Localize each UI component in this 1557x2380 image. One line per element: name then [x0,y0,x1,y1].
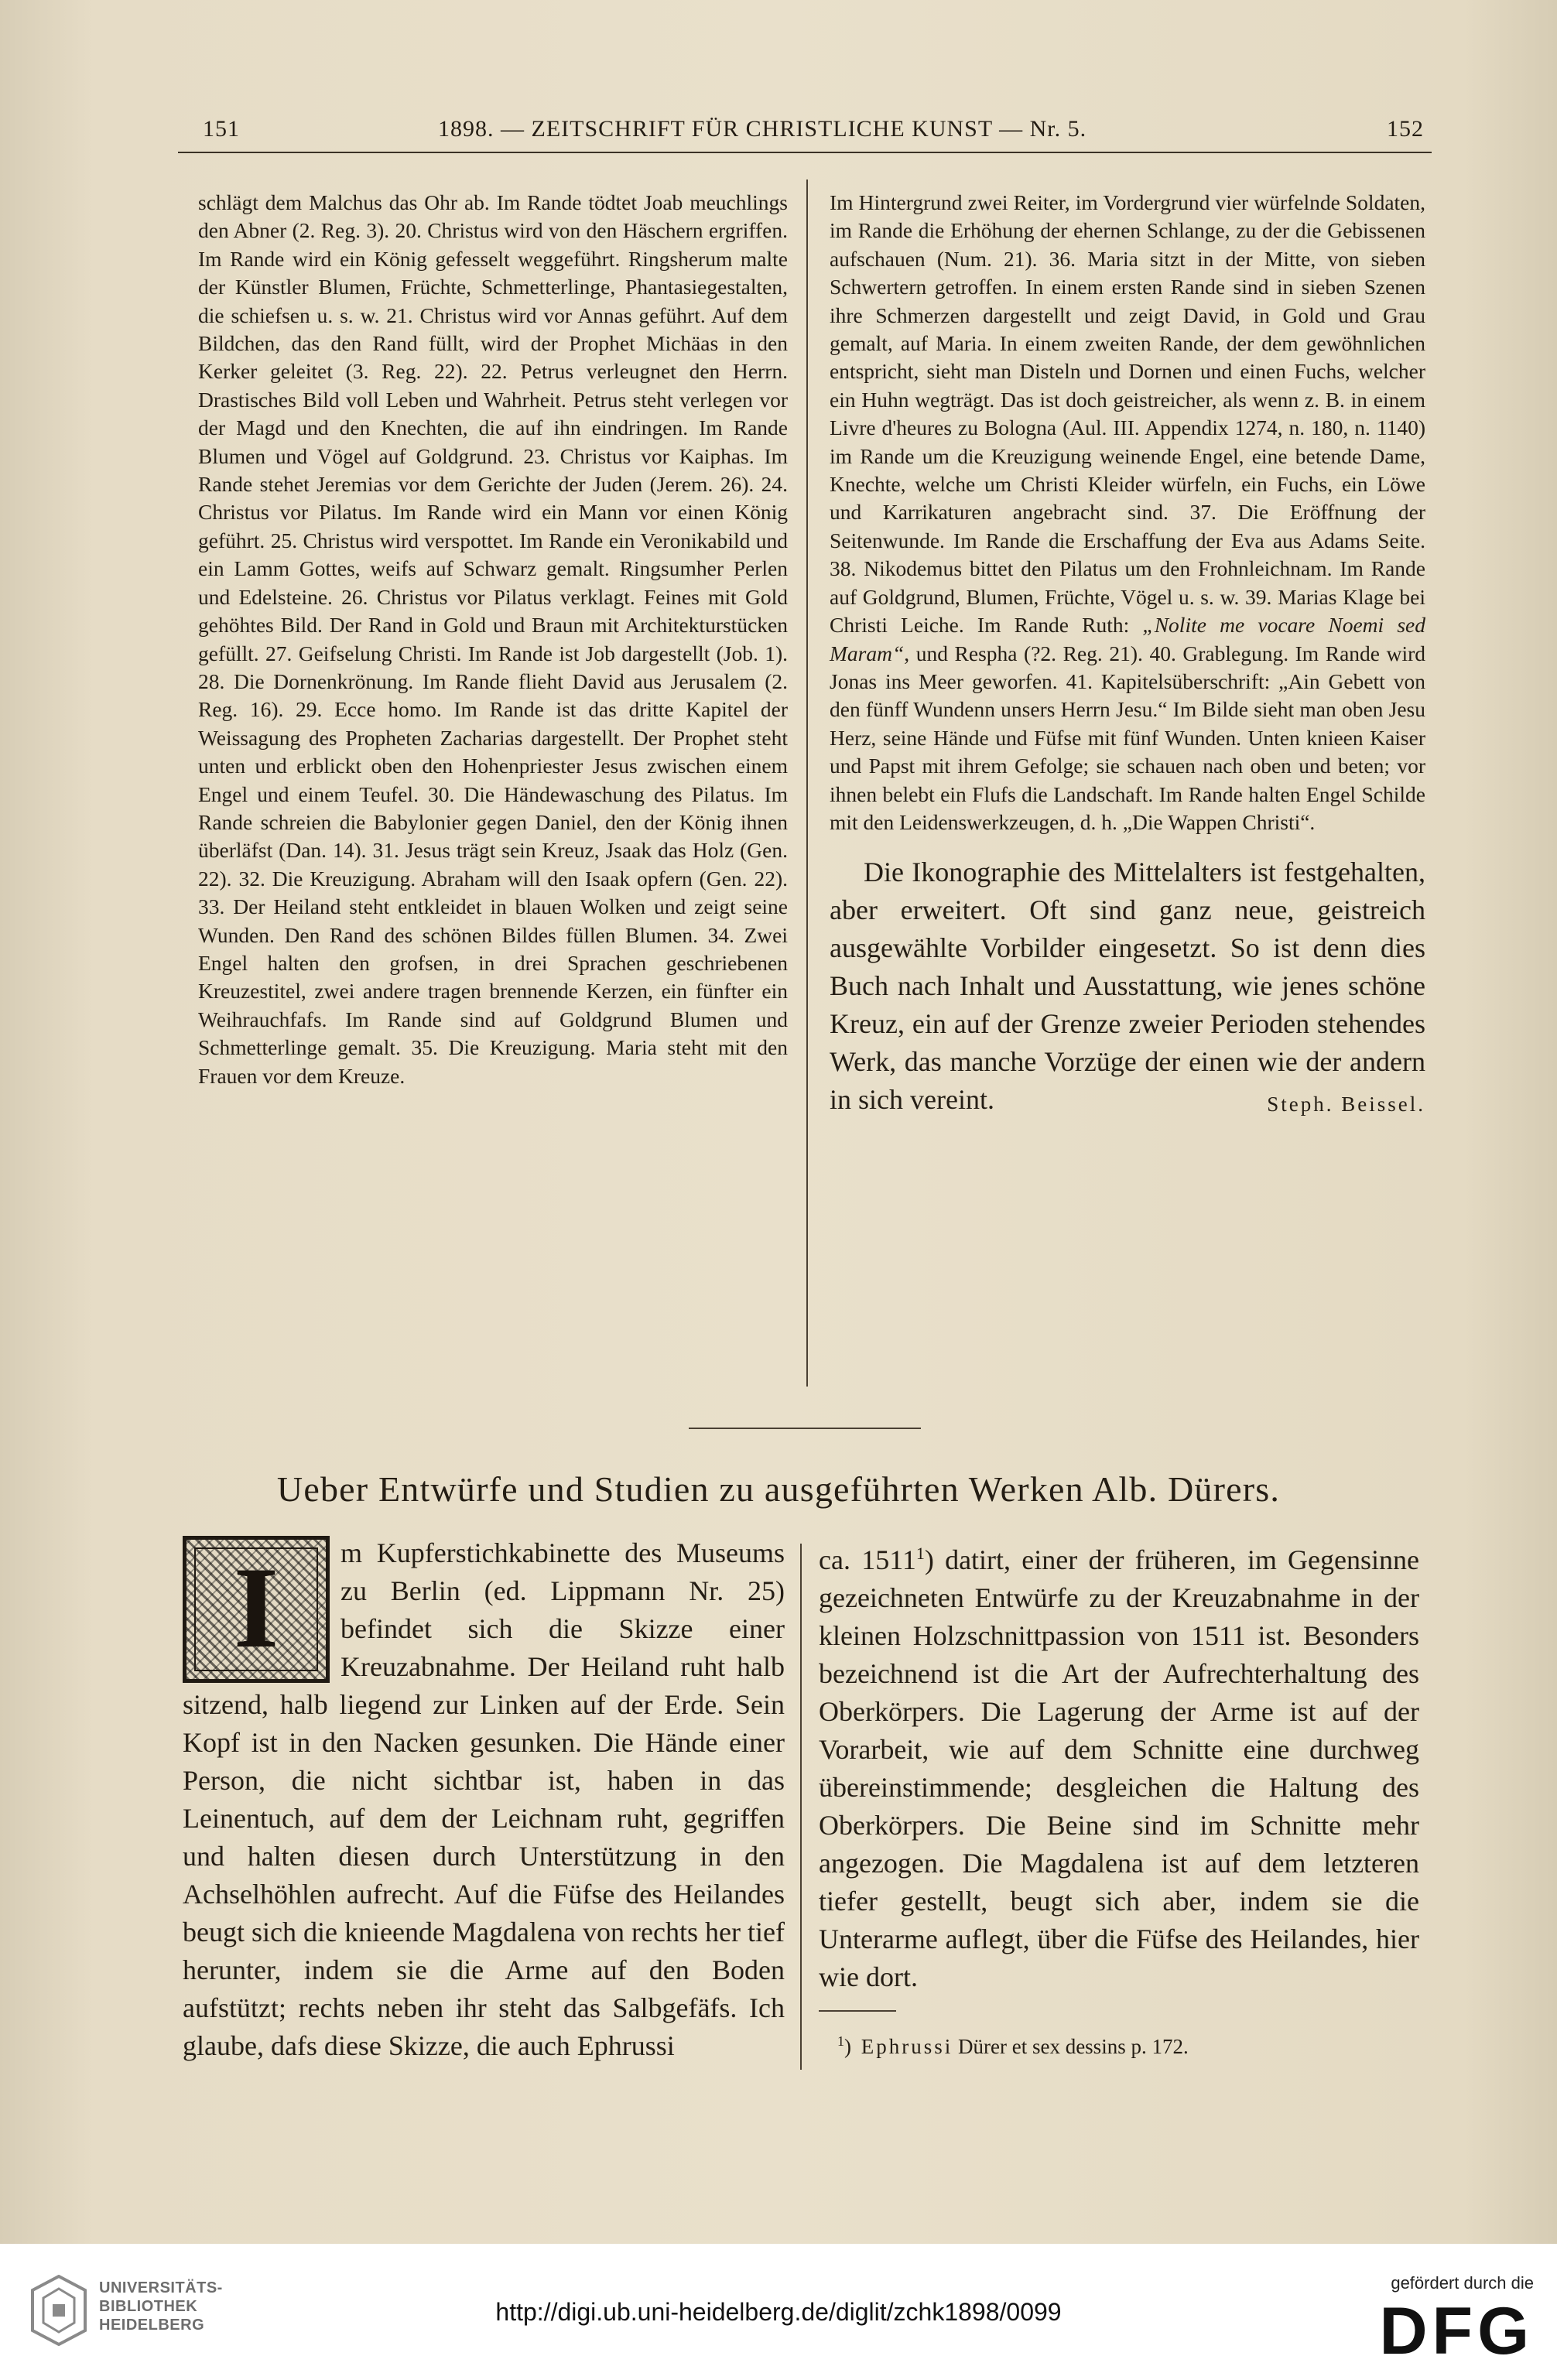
institution-line-1: UNIVERSITÄTS- [99,2279,223,2296]
upper-left-column [198,189,788,1090]
institution-line-3: HEIDELBERG [99,2317,205,2334]
article-left-text: m Kupferstichkabinette des Museums zu Berlin (ed. Lippmann Nr. 25) befindet sich die Skizze einer Kreuzabnahme. Der Heiland ruht halb sitzend, halb liegend zur Linken auf der Erde. Sein Kopf ist in den Nacken gesunken. Die Hände einer Person, die nicht sichtbar ist, haben in das Leinentuch, auf dem der Leichnam ruht, gegriffen und halten diesen durch Unterstützung in den Achselhöhlen aufrecht. Auf die Füfse des Heilandes beugt sich die knieende Magdalena von rechts her tief herunter, indem sie die Arme auf den Boden aufstützt; rechts neben ihr steht das Salbgefäfs. Ich glaube, dafs diese Skizze, die auch Ephrussi [183,1537,785,2061]
article-right-column [819,1534,1419,1996]
column-divider-upper [806,180,808,1387]
upper-right-text-a: Im Hintergrund zwei Reiter, im Vordergrund vier würfelnde Soldaten, im Rande die Erhöhung der ehernen Schlange, zu der die Gebissenen aufschauen (Num. 21). 36. Maria sitzt in der Mitte, von sieben Schwertern getroffen. In einem ersten Rande sind in sieben Szenen ihre Schmerzen dargestellt und zeigt David, in Gold und Grau gemalt, auf Maria. In einem zweiten Rande, der dem gewöhnlichen entspricht, sieht man Disteln und Dornen und einen Fuchs, welcher ein Huhn wegträgt. Das ist doch geistreicher, als wenn z. B. in einem Livre d'heures zu Bologna (Aul. III. Appendix 1274, n. 180, n. 1140) im Rande um die Kreuzigung weinende Engel, eine betende Dame, Knechte, welche um Christi Kleider würfeln, ein Fuchs, ein Löwe und Karrikaturen angebracht sind. 37. Die Eröffnung der Seitenwunde. Im Rande die Erschaffung der Eva aus Adams Seite. 38. Nikodemus bittet den Pilatus um den Frohnleichnam. Im Rande auf Goldgrund, Blumen, Früchte, Vögel u. s. w. 39. Marias Klage bei Christi Leiche. Im Rande Ruth: [830,190,1425,638]
article-title: Ueber Entwürfe und Studien zu ausgeführten Werken Alb. Dürers. [276,1469,1281,1509]
column-divider-lower [800,1544,802,2070]
article-right-text [819,1534,1419,1996]
closing-paragraph [830,853,1425,1119]
upper-right-text [830,189,1425,836]
page-number-right: 152 [1387,116,1424,142]
institution-line-2: BIBLIOTHEK [99,2298,198,2315]
page-number-left: 151 [203,116,240,142]
upper-right-column [830,189,1425,1123]
header-rule [178,152,1432,153]
article-left-column [183,1534,785,2065]
footnote-mark: 1 [837,2033,844,2049]
footnote-rule [819,2010,896,2012]
footnote [837,2027,1425,2060]
initial-spacer [183,1534,340,1686]
section-separator [689,1428,921,1429]
initial-letter: I [233,1544,279,1672]
source-url-link[interactable]: http://digi.ub.uni-heidelberg.de/diglit/zchk1898/0099 [495,2298,1062,2326]
upper-left-text: schlägt dem Malchus das Ohr ab. Im Rande tödtet Joab meuchlings den Abner (2. Reg. 3). 20. Christus wird von den Häschern ergriffen. Im Rande wird ein König gefesselt weggeführt. Ringsherum malte der Künstler Blumen, Früchte, Schmetterlinge, Phantasiegestalten, die schiefsen u. s. w. 21. Christus wird vor Annas geführt. Auf dem Bildchen, das den Rand füllt, wird der Prophet Michäas in den Kerker geleitet (3. Reg. 22). 22. Petrus verleugnet den Herrn. Drastisches Bild voll Leben und Wahrheit. Petrus steht verlegen vor der Magd und den Knechten, die auf ihn eindringen. Im Rande Blumen und Vögel auf Goldgrund. 23. Christus vor Kaiphas. Im Rande stehet Jeremias vor dem Gerichte der Juden (Jerem. 26). 24. Christus vor Pilatus. Im Rande wird ein Mann vor einen König geführt. 25. Christus wird verspottet. Im Rande ein Veronikabild und ein Lamm Gottes, weifs auf Schwarz gemalt. Ringsumher Perlen und Edelsteine. 26. Christus vor Pilatus verklagt. Feines mit Gold gehöhtes Bild. Der Rand in Gold und Braun mit Architekturstücken gefüllt. 27. Geifselung Christi. Im Rande ist Job dargestellt (Job. 1). 28. Die Dornenkrönung. Im Rande flieht David aus Jerusalem (2. Reg. 16). 29. Ecce homo. Im Rande ist das dritte Kapitel der Weissagung des Propheten Zacharias dargestellt. Der Prophet steht unten und erblickt oben den Hohenpriester Jesus zwischen einem Engel und einem Teufel. 30. Die Händewaschung des Pilatus. Im Rande schreien die Babylonier gegen Daniel, den der König ihnen überläfst (Dan. 14). 31. Jesus trägt sein Kreuz, Jsaak das Holz (Gen. 22). 32. Die Kreuzigung. Abraham will den Isaak opfern (Gen. 22). 33. Der Heiland steht entkleidet in blauen Wolken und zeigt seine Wunden. Den Rand des schönen Bildes füllen Blumen. 34. Zwei Engel halten den grofsen, in drei Sprachen geschriebenen Kreuzestitel, zwei andere tragen brennende Kerzen, ein fünfter ein Weihrauchfafs. Im Rande sind auf Goldgrund Blumen und Schmetterlinge gemalt. 35. Die Kreuzigung. Maria steht mit den Frauen vor dem Kreuze. [198,190,788,1088]
dfg-logo: DFG [1379,2294,1534,2368]
closing-text: Die Ikonographie des Mittelalters ist festgehalten, aber erweitert. Oft sind ganz neue, geistreich ausgewählte Vorbilder eingesetzt. So ist denn dies Buch nach Inhalt und Ausstattung, wie jenes schöne Kreuz, ein auf der Grenze zweier Perioden stehendes Werk, das manche Vorzüge der einen wie der andern in sich vereint. [830,857,1425,1116]
upper-right-text-b: , und Respha (?2. Reg. 21). 40. Grablegung. Im Rande wird Jonas ins Meer geworfen. 41. Kapitelsüberschrift: „Ain Gebett von den fünff Wundenn unsers Herrn Jesu.“ Im Bilde sieht man oben Jesu Herz, seine Hände und Füfse mit fünf Wunden. Unten knieen Kaiser und Papst mit ihrem Gefolge; sie schauen nach oben und beten; vor ihnen belebt ein Flufs die Landschaft. Im Rande halten Engel Schilde mit den Leidenswerkzeugen, d. h. „Die Wappen Christi“. [830,641,1425,834]
footnote-text: Dürer et sex dessins p. 172. [953,2035,1189,2058]
footnote-author: ) Ephrussi [844,2035,953,2058]
journal-title: 1898. — ZEITSCHRIFT FÜR CHRISTLICHE KUNST — Nr. 5. [438,116,1087,142]
article-right-text-a: ca. 1511 [819,1544,916,1575]
ruth-quote: „Nolite me vocare Noemi sed Maram“ [830,613,1425,665]
running-header [0,116,1557,155]
funded-by-label: gefördert durch die [1391,2273,1534,2293]
signature: Steph. Beissel. [1267,1093,1425,1116]
footnote-ref: 1 [915,1544,925,1563]
article-right-text-b: ) datirt, einer der früheren, im Gegensinne gezeichneten Entwürfe zu der Kreuzabnahme in der kleinen Holzschnittpassion von 1511 ist. Besonders bezeichnend ist die Art der Aufrechterhaltung des Oberkörpers. Die Lagerung der Arme ist auf der Vorarbeit, wie auf dem Schnitte eine durchweg übereinstimmende; desgleichen die Haltung des Oberkörpers. Die Beine sind im Schnitte mehr angezogen. Die Magdalena ist auf dem letzteren tiefer gestellt, beugt sich aber, indem sie die Unterarme auflegt, über die Füfse des Heilandes, hier wie dort. [819,1544,1419,1992]
